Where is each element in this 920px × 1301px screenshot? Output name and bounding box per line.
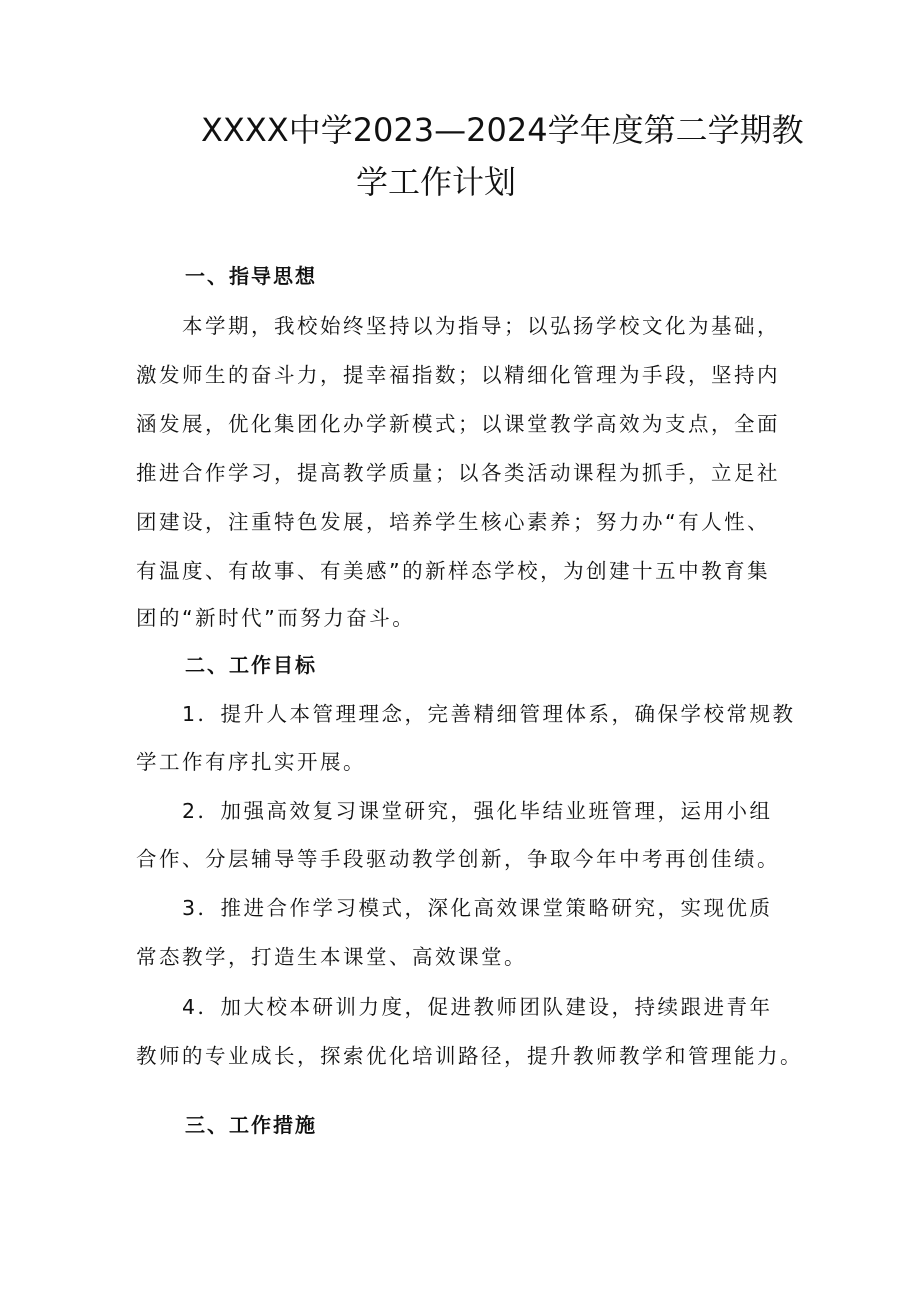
- paragraph-line: 团的“新时代”而努力奋斗。: [136, 606, 416, 630]
- paragraph-line: 有温度、有故事、有美感”的新样态学校，为创建十五中教育集: [136, 559, 771, 583]
- goal-item-3-line-2: 常态教学，打造生本课堂、高效课堂。: [136, 945, 527, 969]
- goal-item-4-line-2: 教师的专业成长，探索优化培训路径，提升教师教学和管理能力。: [136, 1044, 803, 1068]
- document-title-line-2: 学工作计划: [356, 163, 517, 201]
- goal-item-2-line-1: 2．加强高效复习课堂研究，强化毕结业班管理，运用小组: [182, 799, 773, 823]
- goal-item-1-line-1: 1．提升人本管理理念，完善精细管理体系，确保学校常规教: [182, 702, 796, 726]
- document-title-line-1: XXXX中学2023—2024学年度第二学期教: [201, 111, 804, 149]
- goal-item-4-line-1: 4．加大校本研训力度，促进教师团队建设，持续跟进青年: [182, 995, 773, 1019]
- section-heading-guiding-ideology: 一、指导思想: [185, 264, 317, 288]
- section-heading-work-goals: 二、工作目标: [185, 653, 317, 677]
- paragraph-line: 激发师生的奋斗力，提幸福指数；以精细化管理为手段，坚持内: [136, 363, 780, 387]
- paragraph-line: 推进合作学习，提高教学质量；以各类活动课程为抓手，立足社: [136, 461, 780, 485]
- paragraph-line: 团建设，注重特色发展，培养学生核心素养；努力办“有人性、: [136, 510, 771, 534]
- goal-item-3-line-1: 3．推进合作学习模式，深化高效课堂策略研究，实现优质: [182, 896, 773, 920]
- paragraph-line: 本学期，我校始终坚持以为指导；以弘扬学校文化为基础，: [182, 314, 780, 338]
- section-heading-work-measures: 三、工作措施: [185, 1113, 317, 1137]
- paragraph-line: 涵发展，优化集团化办学新模式；以课堂教学高效为支点，全面: [136, 412, 780, 436]
- goal-item-2-line-2: 合作、分层辅导等手段驱动教学创新，争取今年中考再创佳绩。: [136, 847, 780, 871]
- goal-item-1-line-2: 学工作有序扎实开展。: [136, 750, 366, 774]
